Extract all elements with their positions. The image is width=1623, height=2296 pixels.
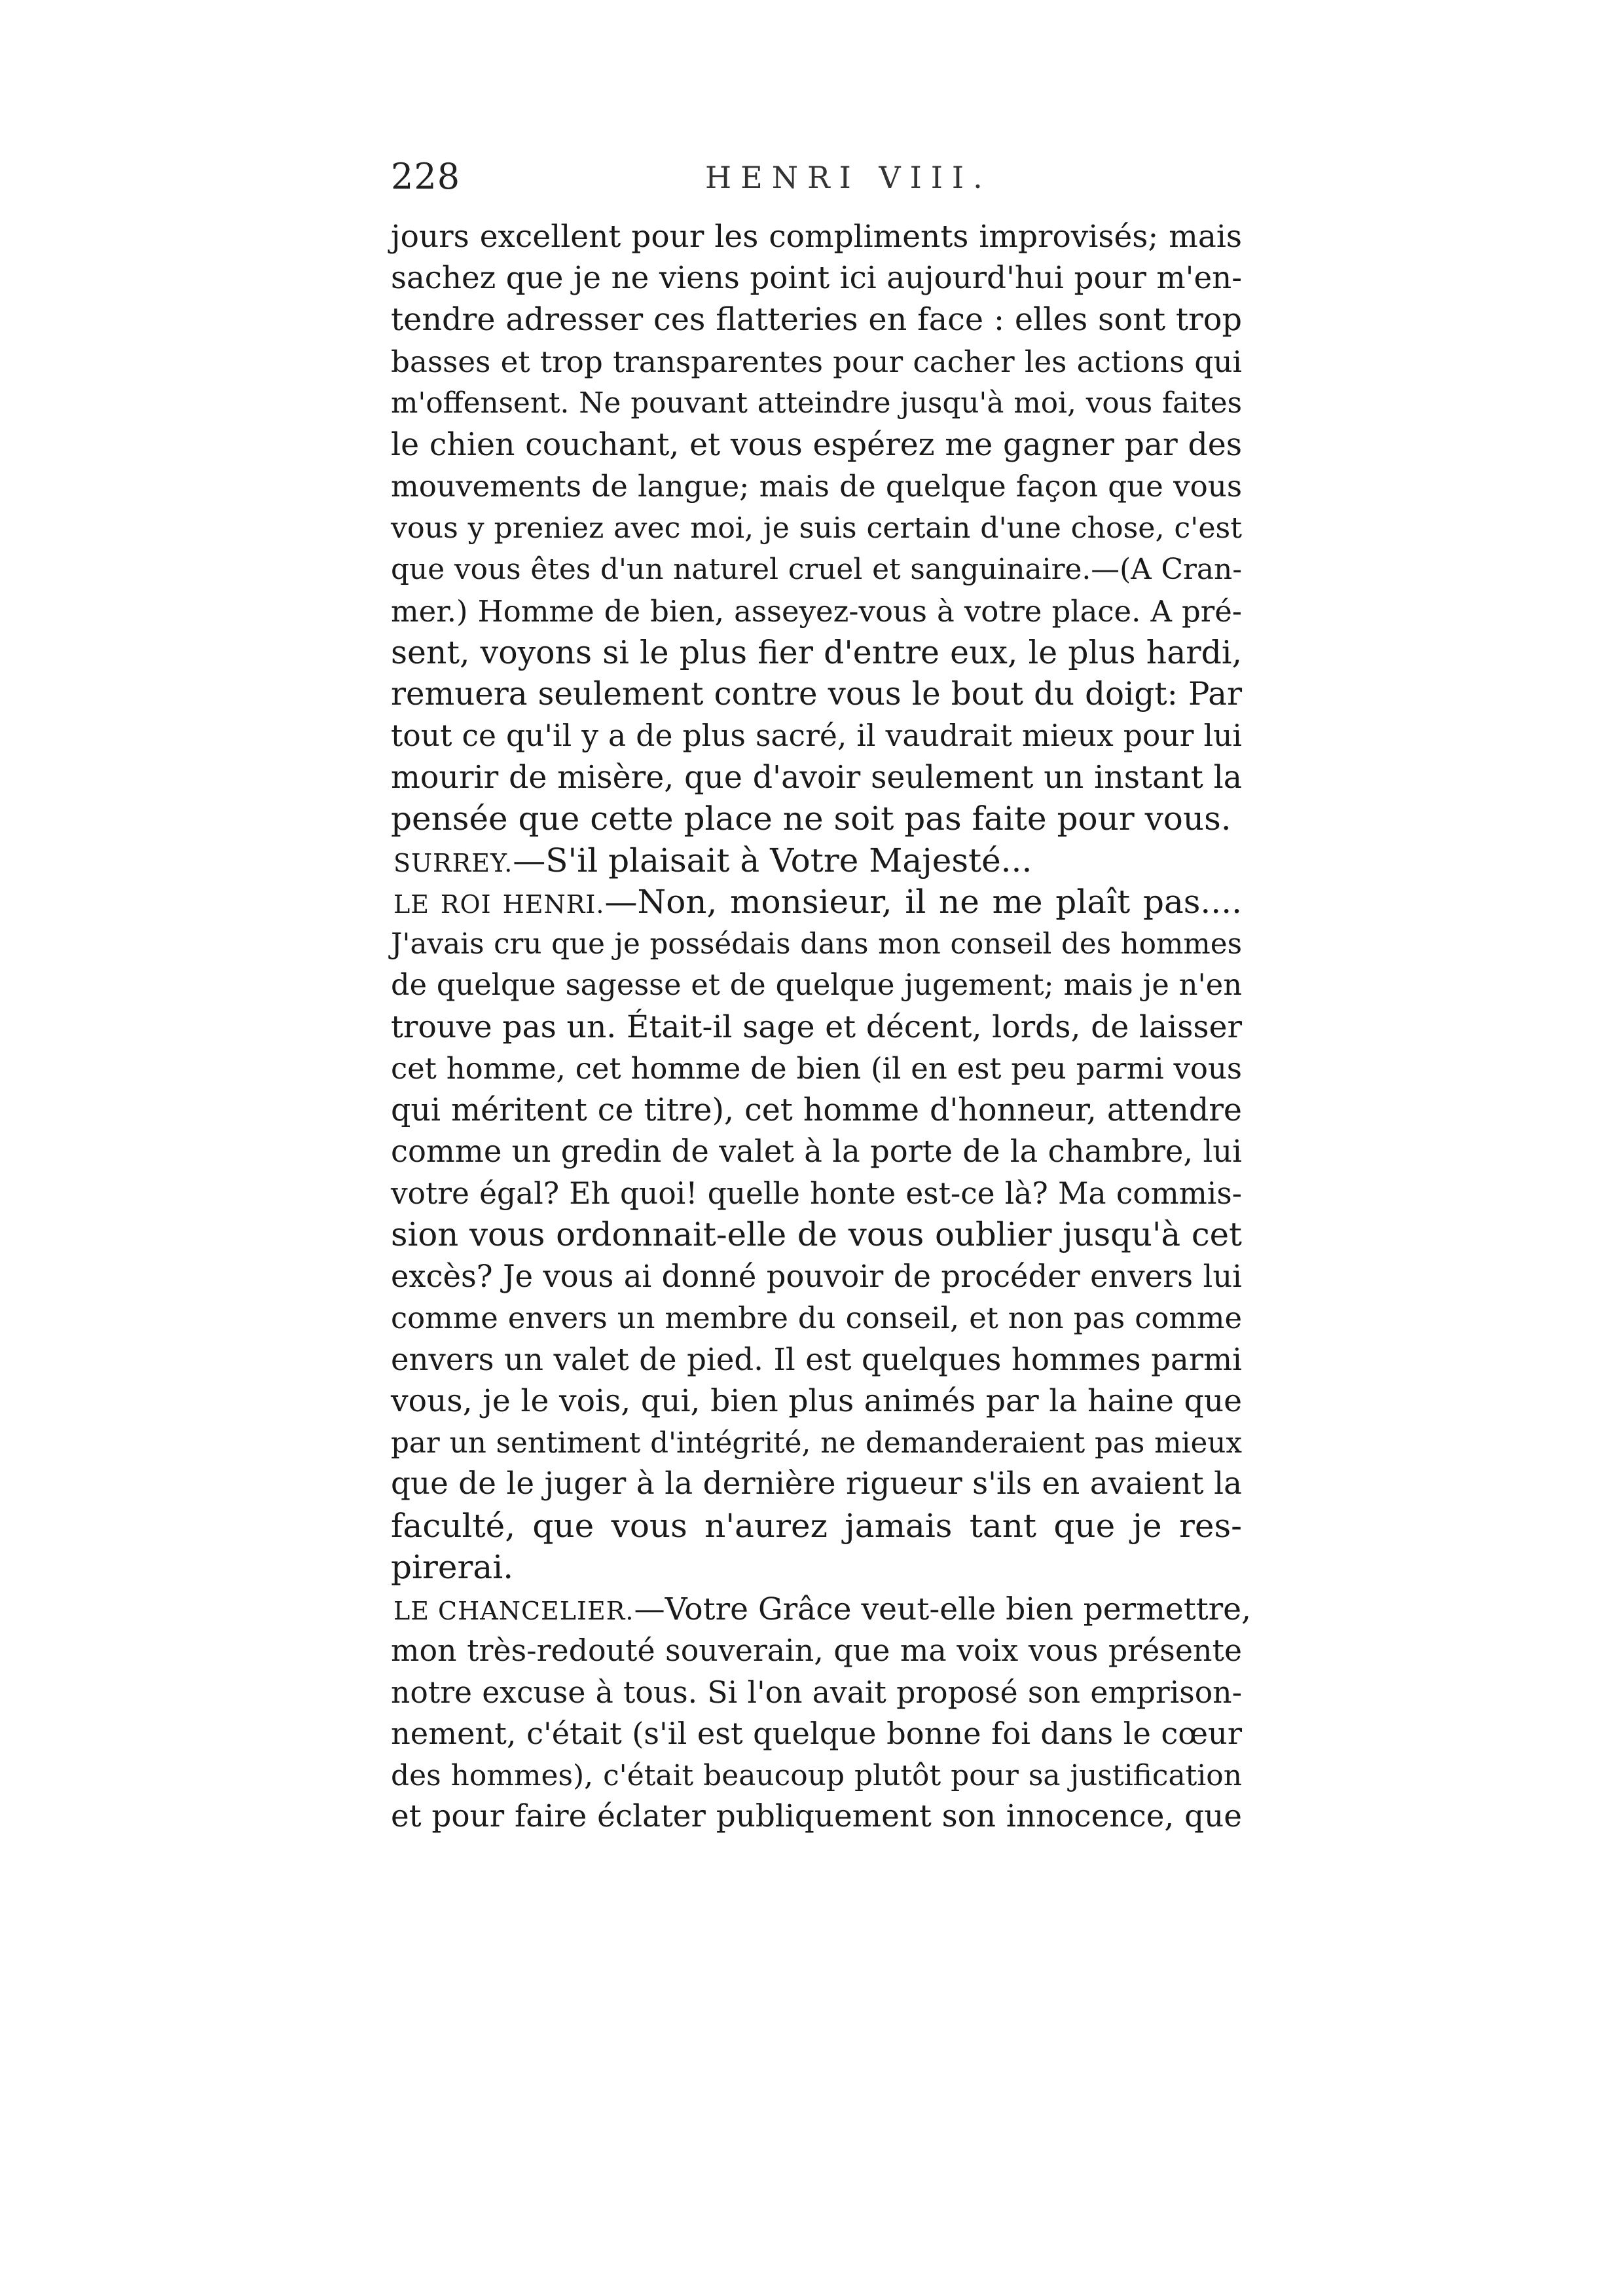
line-text: notre excuse à tous. Si l'on avait proposé son emprison- — [391, 1675, 1242, 1710]
text-line — [391, 1464, 1242, 1506]
text-line — [391, 923, 1242, 965]
line-text: faculté, que vous n'aurez jamais tant que je res- — [391, 1506, 1242, 1545]
text-line — [391, 424, 1242, 466]
text-line — [391, 965, 1242, 1007]
text-line — [391, 1007, 1242, 1048]
text-line — [391, 1090, 1242, 1132]
line-text: le chien couchant, et vous espérez me gagner par des — [391, 426, 1242, 463]
line-text: cet homme, cet homme de bien (il en est peu parmi vous — [391, 1051, 1242, 1086]
running-title: HENRI VIII. — [705, 160, 992, 195]
line-text: envers un valet de pied. Il est quelques hommes parmi — [391, 1341, 1242, 1377]
text-line — [391, 1339, 1242, 1381]
line-text: basses et trop transparentes pour cacher les actions qui — [391, 344, 1242, 379]
line-text: trouve pas un. Était-il sage et décent, lords, de laisser — [391, 1009, 1242, 1045]
text-line — [391, 1256, 1242, 1298]
line-text: sent, voyons si le plus fier d'entre eux, le plus hardi, — [391, 634, 1242, 671]
text-line — [391, 341, 1242, 383]
line-text: que de le juger à la dernière rigueur s'ils en avaient la — [391, 1466, 1242, 1502]
line-text: remuera seulement contre vous le bout du doigt: Par — [391, 675, 1242, 713]
text-line — [391, 1380, 1242, 1422]
line-text: et pour faire éclater publiquement son innocence, que — [391, 1799, 1242, 1834]
line-text: m'offensent. Ne pouvant atteindre jusqu'à moi, vous faites — [391, 386, 1242, 420]
text-line — [391, 1214, 1242, 1256]
speech-line — [391, 881, 1242, 923]
text-line — [391, 1422, 1242, 1464]
line-text: pensée que cette place ne soit pas faite pour vous. — [391, 800, 1231, 838]
line-text: de quelque sagesse et de quelque jugement; mais je n'en — [391, 968, 1242, 1002]
text-line — [391, 1048, 1242, 1090]
line-text: qui méritent ce titre), cet homme d'honneur, attendre — [391, 1092, 1242, 1128]
text-line — [391, 798, 1242, 840]
line-text: tendre adresser ces flatteries en face : elles sont trop — [391, 302, 1242, 338]
text-line — [391, 216, 1242, 258]
speech-line — [391, 840, 1242, 882]
text-line — [391, 1297, 1242, 1339]
line-text: votre égal? Eh quoi! quelle honte est-ce là? Ma commis- — [391, 1176, 1242, 1211]
line-text: —S'il plaisait à Votre Majesté... — [513, 841, 1032, 880]
text-line — [391, 591, 1242, 633]
text-line — [391, 549, 1242, 591]
line-text: mouvements de langue; mais de quelque façon que vous — [391, 469, 1242, 504]
line-text: comme un gredin de valet à la porte de la chambre, lui — [391, 1134, 1242, 1169]
text-line — [391, 1672, 1242, 1714]
line-text: vous, je le vois, qui, bien plus animés par la haine que — [391, 1383, 1242, 1419]
line-text: nement, c'était (s'il est quelque bonne foi dans le cœur — [391, 1716, 1242, 1751]
line-text: par un sentiment d'intégrité, ne demanderaient pas mieux — [391, 1426, 1242, 1460]
text-line — [391, 1796, 1242, 1838]
text-line — [391, 1630, 1242, 1672]
text-line — [391, 382, 1242, 424]
line-text: comme envers un membre du conseil, et non pas comme — [391, 1301, 1242, 1335]
page-number: 228 — [391, 156, 461, 197]
text-line — [391, 674, 1242, 716]
text-line — [391, 757, 1242, 799]
line-text: vous y preniez avec moi, je suis certain d'une chose, c'est — [391, 511, 1242, 545]
line-text: des hommes), c'était beaucoup plutôt pour sa justification — [391, 1758, 1242, 1792]
text-line — [391, 299, 1242, 341]
text-line — [391, 715, 1242, 757]
text-line — [391, 508, 1242, 549]
line-text: J'avais cru que je possédais dans mon conseil des hommes — [391, 927, 1242, 961]
text-line — [391, 1755, 1242, 1797]
text-line — [391, 1547, 1242, 1589]
line-text: tout ce qu'il y a de plus sacré, il vaudrait mieux pour lui — [391, 718, 1242, 753]
speaker-name: SURREY. — [393, 848, 513, 878]
text-line — [391, 1173, 1242, 1215]
line-text: —Votre Grâce veut-elle bien permettre, — [634, 1591, 1252, 1627]
speech-line — [391, 1589, 1252, 1631]
line-text: jours excellent pour les compliments improvisés; mais — [391, 219, 1242, 255]
line-text: sachez que je ne viens point ici aujourd'hui pour m'en- — [391, 260, 1242, 296]
text-line — [391, 632, 1242, 674]
text-line — [391, 258, 1242, 300]
line-text: excès? Je vous ai donné pouvoir de procéder envers lui — [391, 1258, 1242, 1294]
line-text: que vous êtes d'un naturel cruel et sanguinaire.—(A Cran- — [391, 553, 1242, 586]
line-text: mourir de misère, que d'avoir seulement un instant la — [391, 759, 1242, 796]
line-text: —Non, monsieur, il ne me plaît pas.... — [604, 883, 1242, 921]
speaker-name: LE CHANCELIER. — [393, 1596, 634, 1625]
line-text: pirerai. — [391, 1548, 514, 1586]
text-line — [391, 466, 1242, 508]
line-text: sion vous ordonnait-elle de vous oublier jusqu'à cet — [391, 1215, 1242, 1253]
text-line — [391, 1131, 1242, 1173]
line-text: mon très-redouté souverain, que ma voix vous présente — [391, 1633, 1242, 1668]
text-line — [391, 1713, 1242, 1755]
body-text — [391, 216, 1252, 1838]
line-text: mer.) Homme de bien, asseyez-vous à votre place. A pré- — [391, 593, 1242, 629]
speaker-name: LE ROI HENRI. — [393, 890, 605, 919]
page-header — [391, 156, 1242, 208]
text-line — [391, 1506, 1242, 1547]
